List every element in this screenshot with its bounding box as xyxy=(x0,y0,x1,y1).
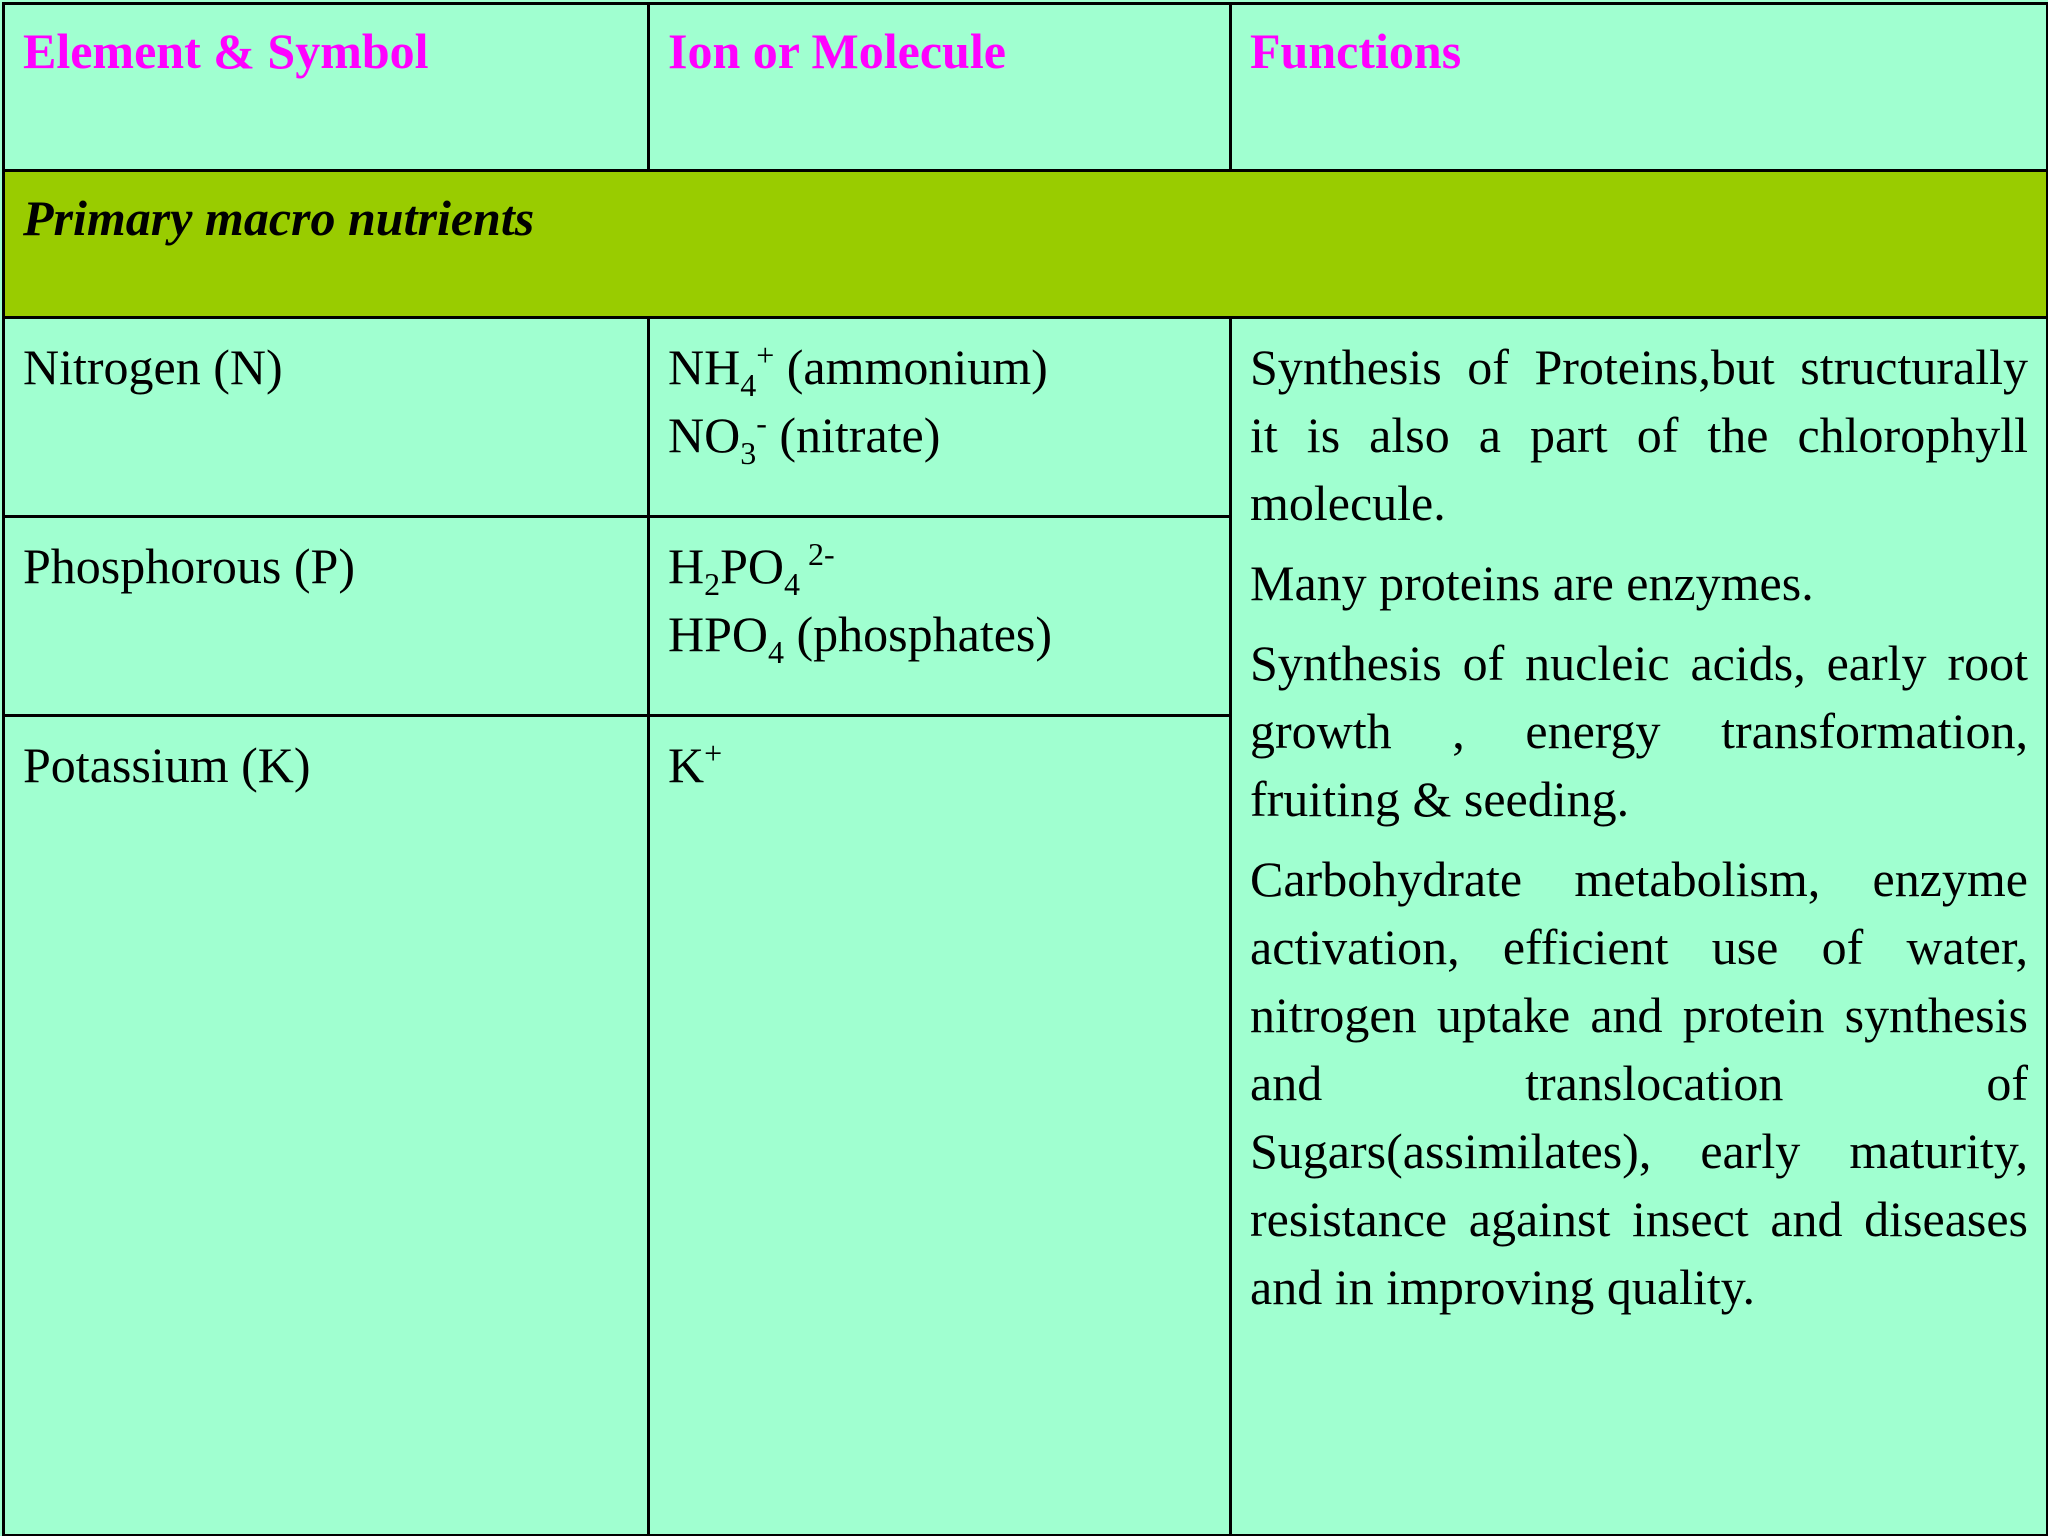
ion-pre-sub: 2 xyxy=(704,566,721,602)
ion-base: K xyxy=(668,737,705,793)
ion-sub: 4 xyxy=(784,566,801,602)
element-potassium: Potassium (K) xyxy=(4,716,649,1536)
ion-sup: + xyxy=(756,337,775,373)
ion-formula xyxy=(668,600,1211,668)
ion-base: HPO xyxy=(668,606,769,662)
ion-formula xyxy=(668,333,1211,401)
ion-name: (ammonium) xyxy=(774,339,1048,395)
ion-name: (phosphates) xyxy=(784,606,1053,662)
element-phosphorous: Phosphorous (P) xyxy=(4,517,649,716)
function-phosphorous: Synthesis of nucleic acids, early root growth , energy transformation, fruiting & seeding. xyxy=(1250,635,2028,827)
ion-base: PO xyxy=(720,538,785,594)
ion-base: NO xyxy=(668,407,741,463)
function-nitrogen: Synthesis of Proteins,but structurally it is also a part of the chlorophyll molecule. xyxy=(1250,339,2028,531)
ion-formula xyxy=(668,731,1211,799)
header-element-symbol: Element & Symbol xyxy=(4,4,649,171)
function-enzymes: Many proteins are enzymes. xyxy=(1250,555,1814,611)
functions-cell xyxy=(1231,318,2048,1536)
ion-sup: - xyxy=(756,405,767,441)
ion-sub: 4 xyxy=(740,367,757,403)
header-ion-molecule: Ion or Molecule xyxy=(649,4,1231,171)
ion-base: NH xyxy=(668,339,741,395)
nutrients-table xyxy=(2,2,2048,1536)
ion-potassium xyxy=(649,716,1231,1536)
section-row xyxy=(4,171,2048,318)
ion-phosphorous xyxy=(649,517,1231,716)
ion-sub: 4 xyxy=(768,634,785,670)
ion-name: (nitrate) xyxy=(766,407,941,463)
ion-formula xyxy=(668,532,1211,600)
ion-formula xyxy=(668,401,1211,469)
ion-sub: 3 xyxy=(740,435,757,471)
ion-sup: 2- xyxy=(800,536,835,572)
table-row-nitrogen xyxy=(4,318,2048,517)
ion-pre: H xyxy=(668,538,705,594)
element-nitrogen: Nitrogen (N) xyxy=(4,318,649,517)
table-header-row xyxy=(4,4,2048,171)
ion-nitrogen xyxy=(649,318,1231,517)
section-title: Primary macro nutrients xyxy=(4,171,2048,318)
header-functions: Functions xyxy=(1231,4,2048,171)
ion-sup: + xyxy=(704,735,723,771)
function-potassium: Carbohydrate metabolism, enzyme activation, efficient use of water, nitrogen uptake and protein synthesis and translocation of Sugars(assimilates), early maturity, resistance against insect and diseases and in improving quality. xyxy=(1250,851,2028,1315)
